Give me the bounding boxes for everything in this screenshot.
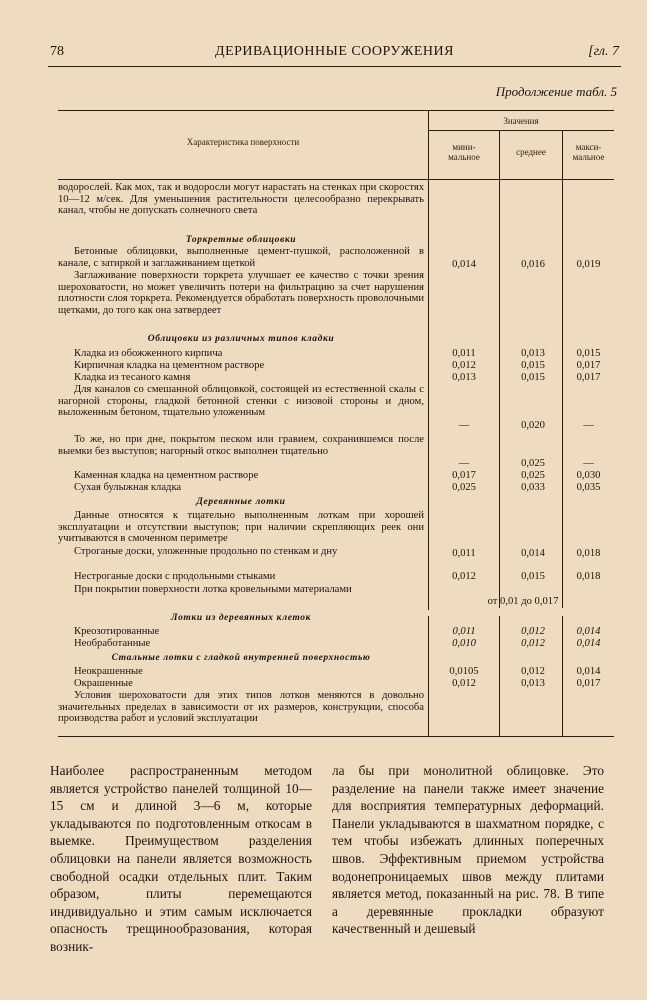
value-avg: 0,012	[521, 638, 545, 649]
value-min: 0,013	[452, 372, 476, 383]
value-avg: 0,033	[521, 482, 545, 493]
col-divider-desc	[428, 110, 429, 610]
value-min: 0,017	[452, 470, 476, 481]
row-description: При покрытии поверхности лотка кровельными материалами	[74, 584, 352, 595]
row-description: Окрашенные	[74, 678, 133, 689]
value-min: 0,010	[452, 638, 476, 649]
row-description: Сухая булыжная кладка	[74, 482, 182, 493]
value-max: 0,017	[576, 372, 601, 383]
body-text-right-column: ла бы при монолитной облицовке. Это разделение на панели также имеет значение для восприятия температурных деформаций. Панели укладываются в шахматном порядке, с тем чтобы избежать длинных поперечных швов. Эффективным приемом устройства водонепроницаемых швов между плитами является метод, показанный на рис. 78. В типе а деревянные прокладки образуют качественный и дешевый	[332, 763, 604, 937]
row-description: Для каналов со смешанной облицовкой, состоящей из естественной скалы с нагорной стороны, гладкой бетонной стенки с низовой стороны и дном, выложенным бетоном, тщательно уложенным	[58, 384, 424, 419]
header-max-line1: макси-	[575, 142, 602, 152]
values-header-rule	[428, 130, 614, 131]
row-description: Строганые доски, уложенные продольно по стенкам и дну	[74, 546, 338, 557]
header-max	[563, 142, 614, 162]
value-max: 0,018	[576, 571, 601, 582]
chapter-ref: [гл. 7	[588, 44, 619, 59]
row-description: Кладка из обожженного кирпича	[74, 348, 223, 359]
value-avg: 0,015	[521, 372, 545, 383]
row-description: водорослей. Как мох, так и водоросли могут нарастать на стенках при скоростях 10—12 м/сек. Для уменьшения растительности целесообразно перекрывать канал, чтобы не допускать солнечного света	[58, 182, 424, 217]
header-values: Значения	[503, 116, 539, 126]
value-max: 0,014	[576, 626, 601, 637]
section-heading: Стальные лотки с гладкой внутренней поверхностью	[111, 653, 371, 663]
col-divider-min-lower	[499, 616, 500, 736]
section-heading: Торкретные облицовки	[185, 235, 297, 245]
value-max: 0,035	[576, 482, 601, 493]
table-bottom-rule	[58, 736, 614, 737]
value-avg: 0,025	[521, 458, 545, 469]
row-description: Кирпичная кладка на цементном растворе	[74, 360, 265, 371]
header-rule	[48, 66, 621, 67]
value-min: 0,012	[452, 678, 476, 689]
running-header	[50, 44, 619, 64]
value-avg: 0,020	[521, 420, 545, 431]
value-min: 0,011	[452, 348, 476, 359]
table-top-rule	[58, 110, 614, 111]
value-avg: 0,015	[521, 360, 545, 371]
row-description: Необработанные	[74, 638, 151, 649]
section-heading: Лотки из деревянных клеток	[170, 613, 312, 623]
value-min: 0,011	[452, 548, 476, 559]
row-description: Неокрашенные	[74, 666, 143, 677]
row-description: Условия шероховатости для этих типов лотков меняются в довольно значительных пределах в зависимости от их размеров, конструкции, способа производства работ и условий эксплуатации	[58, 690, 424, 725]
body-text-left-column: Наиболее распространенным методом является устройство панелей толщиной 10—15 см и длиной 3—6 м, которые укладываются по подготовленным откосам в выемке. Преимуществом разделения облицовки на панели является возможность свободной осадки отдельных плит. Таким образом, плиты перемещаются индивидуально и этим самым исключается опасность трещинообразования, которая возник-	[50, 763, 312, 954]
row-description: Кладка из тесаного камня	[74, 372, 191, 383]
row-description: Заглаживание поверхности торкрета улучшает ее качество с точки зрения шероховатости, но может увеличить потери на фильтрацию за счет нарушения плотности слоя торкрета. Рекомендуется обработать поверхность проволочными щетками, до того как она затвердеет	[58, 270, 424, 317]
header-max-line2: мальное	[572, 152, 605, 162]
row-description: Нестроганые доски с продольными стыками	[74, 571, 276, 582]
col-divider-min	[499, 130, 500, 608]
header-bottom-rule	[58, 179, 614, 180]
value-min: 0,025	[452, 482, 476, 493]
header-avg: среднее	[516, 147, 546, 157]
value-min: 0,012	[452, 360, 476, 371]
value-max: 0,018	[576, 548, 601, 559]
value-min: 0,011	[452, 626, 476, 637]
header-min	[430, 142, 498, 162]
running-title: ДЕРИВАЦИОННЫЕ СООРУЖЕНИЯ	[215, 44, 454, 59]
value-avg: 0,012	[521, 626, 545, 637]
value-avg: 0,013	[521, 678, 545, 689]
row-description: Каменная кладка на цементном растворе	[74, 470, 259, 481]
value-avg: 0,025	[521, 470, 545, 481]
value-max: 0,017	[576, 360, 601, 371]
table-continuation-label: Продолжение табл. 5	[495, 84, 617, 99]
value-max: 0,014	[576, 638, 601, 649]
value-max: —	[583, 420, 594, 431]
row-description: То же, но при дне, покрытом песком или гравием, сохранившемся после выемки без выступов; нагорный откос выполнен тщательно	[58, 434, 424, 457]
value-range: от 0,01 до 0,017	[487, 596, 559, 607]
value-min: —	[458, 420, 470, 431]
col-divider-desc-lower	[428, 616, 429, 736]
value-max: 0,030	[576, 470, 601, 481]
value-min: 0,014	[452, 259, 476, 270]
value-avg: 0,014	[521, 548, 545, 559]
header-min-line2: мальное	[448, 152, 480, 162]
row-description: Бетонные облицовки, выполненные цемент-пушкой, расположенной в канале, с затиркой и заглаживанием щеткой	[58, 246, 424, 269]
roughness-table	[58, 110, 614, 737]
header-characteristic: Характеристика поверхности	[186, 137, 300, 147]
value-min: 0,012	[452, 571, 476, 582]
value-avg: 0,013	[521, 348, 545, 359]
value-avg: 0,015	[521, 571, 545, 582]
value-min: 0,0105	[449, 666, 479, 677]
value-avg: 0,016	[521, 259, 545, 270]
row-description: Креозотированные	[74, 626, 160, 637]
section-heading: Деревянные лотки	[196, 497, 286, 507]
page-number: 78	[50, 44, 64, 59]
value-max: 0,017	[576, 678, 601, 689]
value-max: 0,014	[576, 666, 601, 677]
row-description: Данные относятся к тщательно выполненным лоткам при хорошей эксплуатации и отсутствии выступов; при наличии скрепляющих реек они учитываются в смоченном периметре	[58, 510, 424, 545]
value-min: —	[458, 458, 470, 469]
value-max: 0,019	[576, 259, 601, 270]
value-max: —	[583, 458, 594, 469]
value-max: 0,015	[576, 348, 601, 359]
header-min-line1: мини-	[452, 142, 476, 152]
value-avg: 0,012	[521, 666, 545, 677]
section-heading: Облицовки из различных типов кладки	[147, 334, 335, 344]
